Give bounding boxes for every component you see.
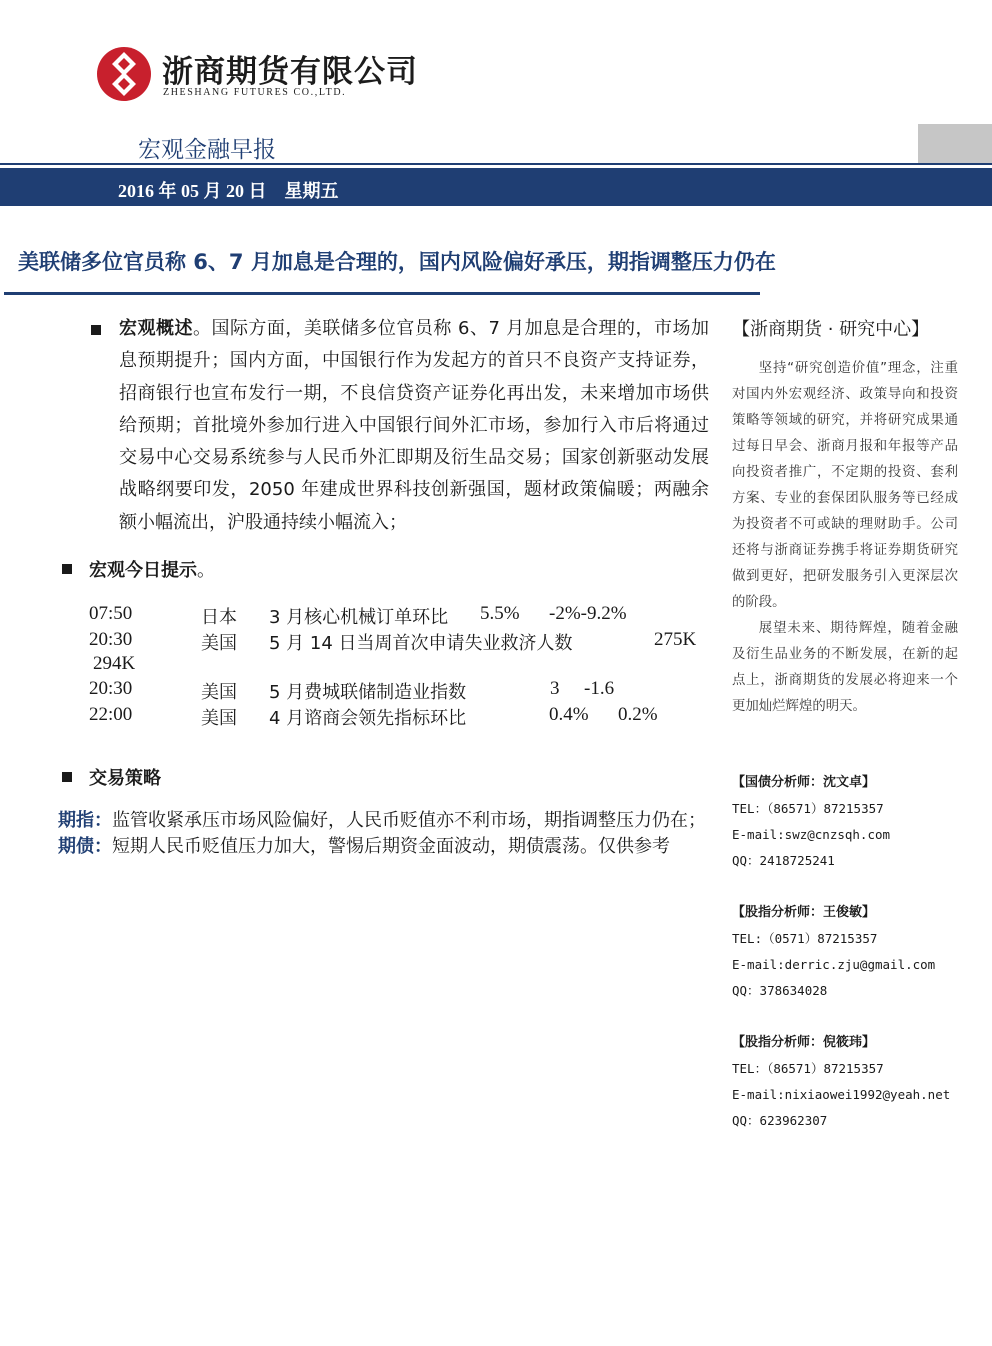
research-center-intro — [732, 356, 958, 720]
analyst-qq: QQ：378634028 — [732, 983, 828, 998]
analyst-email[interactable]: E-mail:swz@cnzsqh.com — [732, 827, 891, 842]
analyst-email[interactable]: E-mail:derric.zju@gmail.com — [732, 957, 936, 972]
overview-title: 宏观概述 — [119, 318, 193, 339]
today-bullet-icon — [62, 564, 72, 574]
outlook-paragraph: 展望未来、期待辉煌，随着金融及衍生品业务的不断发展，在新的起点上，浙商期货的发展必将迎来一个更加灿烂辉煌的明天。 — [732, 621, 958, 714]
calendar-country: 美国 — [201, 708, 237, 729]
company-logo-icon — [96, 46, 152, 102]
calendar-time: 20:30 — [89, 629, 133, 650]
calendar-previous: 0.2% — [618, 704, 658, 725]
calendar-forecast: 0.4% — [549, 704, 589, 725]
overview-paragraph — [119, 313, 709, 539]
analyst-tel: TEL：（86571）87215357 — [732, 1061, 884, 1076]
analyst-tel: TEL：（86571）87215357 — [732, 801, 884, 816]
analyst-tel: TEL:（0571）87215357 — [732, 931, 878, 946]
strategy-content — [58, 808, 708, 860]
header-divider — [0, 163, 992, 165]
company-name-en: ZHESHANG FUTURES CO.,LTD. — [163, 87, 347, 98]
calendar-previous: -1.6 — [584, 678, 615, 699]
analyst-card — [732, 900, 982, 1004]
report-headline: 美联储多位官员称 6、7 月加息是合理的，国内风险偏好承压，期指调整压力仍在 — [18, 250, 776, 274]
header-gray-block — [918, 124, 992, 164]
report-date: 2016 年 05 月 20 日 星期五 — [118, 181, 339, 201]
analyst-qq: QQ：623962307 — [732, 1113, 828, 1128]
analyst-email[interactable]: E-mail:nixiaowei1992@yeah.net — [732, 1087, 951, 1102]
calendar-country: 日本 — [201, 607, 237, 628]
calendar-event: 5 月 14 日当周首次申请失业救济人数 — [269, 633, 573, 654]
calendar-forecast: 5.5% — [480, 603, 520, 624]
calendar-country: 美国 — [201, 682, 237, 703]
analyst-card — [732, 770, 982, 874]
calendar-time: 20:30 — [89, 678, 133, 699]
overview-text: 。国际方面，美联储多位官员称 6、7 月加息是合理的，市场加息预期提升；国内方面，中国银行作为发起方的首只不良资产支持证券，招商银行也宣布发行一期，不良信贷资产证券化再出发，未来增加市场供给预期；首批境外参加行进入中国银行间外汇市场，参加行入市后将通过交易中心交易系统参与人民币外汇即期及衍生品交易；国家创新驱动发展战略纲要印发，2050 年建成世界科技创新强国，题材政策偏暖；两融余额小幅流出，沪股通持续小幅流入； — [119, 318, 709, 533]
calendar-forecast: 275K — [654, 629, 697, 650]
headline-divider — [4, 292, 760, 295]
calendar-event: 3 月核心机械订单环比 — [269, 607, 449, 628]
strategy-item-index-futures: 期指：监管收紧承压市场风险偏好，人民币贬值亦不利市场，期指调整压力仍在； — [58, 810, 706, 831]
strategy-bullet-icon — [62, 772, 72, 782]
report-type-title: 宏观金融早报 — [138, 137, 276, 163]
calendar-country: 美国 — [201, 633, 237, 654]
overview-bullet-icon — [91, 325, 101, 335]
analyst-title: 【股指分析师：倪筱玮】 — [732, 1035, 876, 1050]
strategy-section-title: 交易策略 — [89, 768, 161, 789]
calendar-previous: -2%-9.2% — [549, 603, 627, 624]
today-section-title: 宏观今日提示。 — [89, 560, 215, 581]
calendar-previous: 294K — [93, 653, 136, 674]
calendar-event: 5 月费城联储制造业指数 — [269, 682, 467, 703]
analyst-title: 【国债分析师：沈文卓】 — [732, 775, 876, 790]
company-name-cn: 浙商期货有限公司 — [162, 54, 418, 90]
calendar-event: 4 月谘商会领先指标环比 — [269, 708, 467, 729]
analyst-title: 【股指分析师：王俊敏】 — [732, 905, 876, 920]
calendar-time: 07:50 — [89, 603, 133, 624]
calendar-time: 22:00 — [89, 704, 133, 725]
calendar-forecast: 3 — [550, 678, 560, 699]
analyst-qq: QQ：2418725241 — [732, 853, 835, 868]
analyst-card — [732, 1030, 982, 1134]
research-center-title: 【浙商期货 · 研究中心】 — [732, 319, 930, 340]
strategy-item-bond-futures: 期债：短期人民币贬值压力加大，警惕后期资金面波动，期债震荡。仅供参考 — [58, 836, 670, 857]
intro-paragraph: 坚持“研究创造价值”理念，注重对国内外宏观经济、政策导向和投资策略等领域的研究，并将研究成果通过每日早会、浙商月报和年报等产品向投资者推广，不定期的投资、套利方案、专业的套保团队服务等已经成为投资者不可或缺的理财助手。公司还将与浙商证券携手将证券期货研究做到更好，把研发服务引入更深层次的阶段。 — [732, 361, 958, 610]
